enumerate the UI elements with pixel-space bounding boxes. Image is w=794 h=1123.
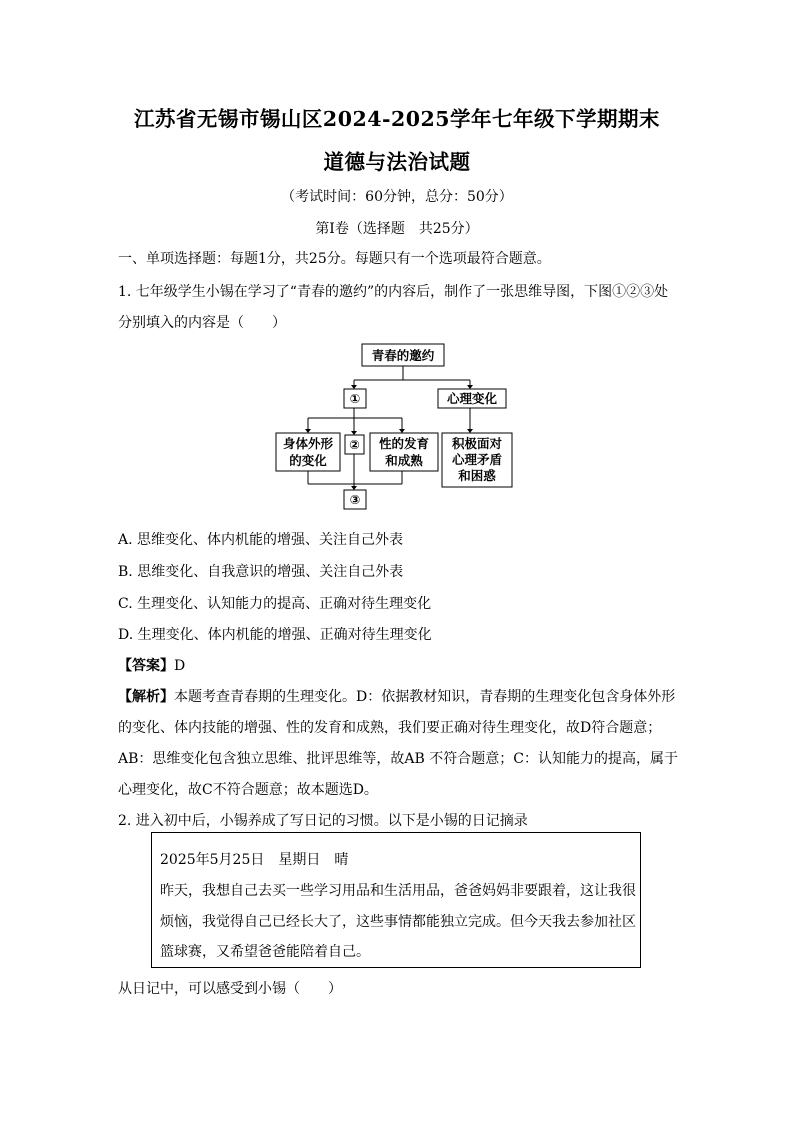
positive-label-2: 心理矛盾	[451, 452, 503, 467]
exam-info: （考试时间：60分钟，总分：50分）	[281, 189, 513, 205]
q2-stem: 2. 进入初中后，小锡养成了写日记的习惯。以下是小锡的日记摘录	[118, 813, 528, 829]
diary-line3: 篮球赛，又希望爸爸能陪着自己。	[160, 944, 370, 960]
q1-stem-line2: 分别填入的内容是（ ）	[118, 315, 286, 331]
node1-label: ①	[349, 391, 361, 406]
answer-value: D	[174, 658, 186, 674]
q1-option-a: A. 思维变化、体内机能的增强、关注自己外表	[118, 532, 404, 548]
node3-label: ③	[349, 492, 361, 507]
diary-date: 2025年5月25日 星期日 晴	[160, 852, 349, 868]
body-label-2: 的变化	[289, 453, 327, 468]
positive-label-3: 和困惑	[458, 468, 496, 483]
part-heading: 一、单项选择题：每题1分，共25分。每题只有一个选项最符合题意。	[118, 251, 551, 267]
q1-analysis-line3: AB：思维变化包含独立思维、批评思维等，故AB 不符合题意；C：认知能力的提高，属于	[118, 751, 678, 767]
analysis-text-1: 本题考查青春期的生理变化。D：依据教材知识，青春期的生理变化包含身体外形	[174, 689, 676, 705]
mind-map-diagram	[270, 340, 520, 515]
exam-title-line2: 道德与法治试题	[323, 150, 471, 174]
body-label-1: 身体外形	[282, 436, 334, 451]
analysis-label: 【解析】	[118, 689, 174, 705]
q2-question: 从日记中，可以感受到小锡（ ）	[118, 981, 342, 997]
answer-label: 【答案】	[118, 658, 174, 674]
q1-stem-line1: 1. 七年级学生小锡在学习了“青春的邀约”的内容后，制作了一张思维导图，下图①②③处	[118, 284, 669, 300]
node2-label: ②	[349, 437, 360, 452]
q1-answer	[118, 655, 185, 675]
q1-analysis-line1	[118, 686, 675, 706]
diary-box	[151, 832, 641, 968]
q1-analysis-line2: 的变化、体内技能的增强、性的发育和成熟，我们要正确对待生理变化，故D符合题意；	[118, 720, 662, 736]
section-title: 第Ⅰ卷（选择题 共25分）	[315, 221, 479, 237]
diary-line1: 昨天，我想自己去买一些学习用品和生活用品，爸爸妈妈非要跟着，这让我很	[160, 883, 636, 899]
q1-analysis-line4: 心理变化，故C不符合题意；故本题选D。	[118, 782, 378, 798]
psych-label: 心理变化	[446, 391, 498, 406]
exam-title-line1: 江苏省无锡市锡山区2024-2025学年七年级下学期期末	[133, 107, 661, 131]
sex-label-1: 性的发育	[378, 436, 430, 451]
q1-option-d: D. 生理变化、体内机能的增强、正确对待生理变化	[118, 627, 432, 643]
sex-label-2: 和成熟	[385, 453, 423, 468]
q1-option-b: B. 思维变化、自我意识的增强、关注自己外表	[118, 564, 404, 580]
root-label: 青春的邀约	[371, 348, 435, 363]
q1-option-c: C. 生理变化、认知能力的提高、正确对待生理变化	[118, 596, 432, 612]
positive-label-1: 积极面对	[451, 436, 503, 451]
diary-line2: 烦恼，我觉得自己已经长大了，这些事情都能独立完成。但今天我去参加社区	[160, 914, 636, 930]
